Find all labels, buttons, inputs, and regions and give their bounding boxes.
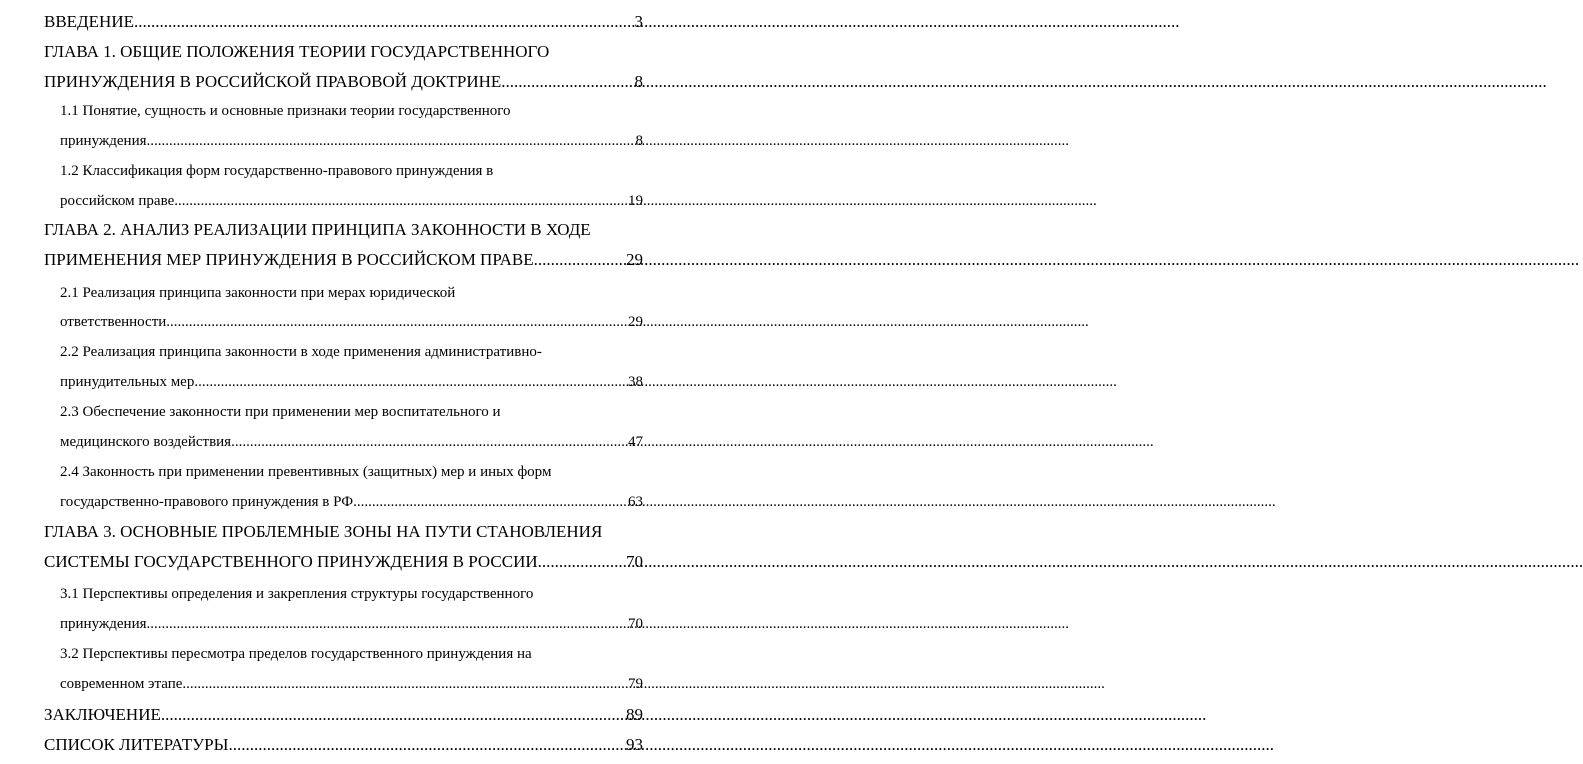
toc-section-2-3-line2: [60, 432, 643, 452]
toc-entry-title: ЗАКЛЮЧЕНИЕ: [44, 705, 161, 724]
toc-section-title-cont: медицинского воздействия: [60, 434, 232, 450]
dot-leader: [182, 674, 628, 694]
toc-chapter-title-cont: ПРИНУЖДЕНИЯ В РОССИЙСКОЙ ПРАВОВОЙ ДОКТРИНЕ: [44, 72, 502, 91]
toc-entry-intro: [44, 12, 643, 32]
toc-section-title-cont: принудительных мер: [60, 374, 195, 390]
toc-section-3-1-line1: [60, 584, 643, 604]
toc-section-1-2-line2: [60, 191, 643, 211]
toc-chapter-title: ГЛАВА 1. ОБЩИЕ ПОЛОЖЕНИЯ ТЕОРИИ ГОСУДАРСТВЕННОГО: [44, 42, 550, 61]
toc-chapter-title-cont: СИСТЕМЫ ГОСУДАРСТВЕННОГО ПРИНУЖДЕНИЯ В РОССИИ: [44, 552, 538, 571]
toc-section-2-4-line1: [60, 462, 643, 482]
toc-page-number: 79: [628, 676, 643, 692]
toc-page-number: 29: [626, 250, 643, 269]
dot-leader: [231, 432, 628, 452]
dot-leader: [161, 705, 626, 725]
toc-section-3-1-line2: [60, 614, 643, 634]
toc-section-1-2-line1: [60, 161, 643, 181]
toc-section-title-cont: государственно-правового принуждения в РФ: [60, 494, 354, 510]
dot-leader: [228, 735, 626, 755]
toc-page-number: 3: [634, 12, 643, 31]
toc-section-title: 3.1 Перспективы определения и закрепления структуры государственного: [60, 586, 534, 602]
toc-section-title: 1.2 Классификация форм государственно-правового принуждения в: [60, 163, 494, 179]
toc-section-3-2-line2: [60, 674, 643, 694]
toc-page-number: 38: [628, 374, 643, 390]
toc-section-2-1-line1: [60, 283, 643, 303]
dot-leader: [174, 191, 628, 211]
toc-chapter-title-cont: ПРИМЕНЕНИЯ МЕР ПРИНУЖДЕНИЯ В РОССИЙСКОМ ПРАВЕ: [44, 250, 534, 269]
toc-section-title: 3.2 Перспективы пересмотра пределов государственного принуждения на: [60, 646, 532, 662]
toc-chapter-3-line1: [44, 522, 643, 542]
toc-section-2-4-line2: [60, 492, 643, 512]
dot-leader: [147, 614, 629, 634]
toc-page-number: 70: [626, 552, 643, 571]
toc-chapter-title: ГЛАВА 3. ОСНОВНЫЕ ПРОБЛЕМНЫЕ ЗОНЫ НА ПУТИ СТАНОВЛЕНИЯ: [44, 522, 603, 541]
toc-entry-conclusion: [44, 705, 643, 725]
toc-entry-references: [44, 735, 643, 755]
toc-section-2-2-line1: [60, 342, 643, 362]
toc-section-title-cont: современном этапе: [60, 676, 183, 692]
toc-chapter-3-line2: [44, 552, 643, 572]
toc-chapter-1-line1: [44, 42, 643, 62]
toc-section-2-2-line2: [60, 372, 643, 392]
toc-section-1-1-line2: [60, 131, 643, 151]
toc-entry-title: ВВЕДЕНИЕ: [44, 12, 134, 31]
toc-section-2-1-line2: [60, 312, 643, 332]
toc-page-number: 89: [626, 705, 643, 724]
dot-leader: [538, 552, 626, 572]
toc-page-number: 8: [634, 72, 643, 91]
toc-section-3-2-line1: [60, 644, 643, 664]
toc-chapter-1-line2: [44, 72, 643, 92]
toc-section-title: 2.1 Реализация принципа законности при мерах юридической: [60, 285, 456, 301]
toc-chapter-2-line2: [44, 250, 643, 270]
dot-leader: [166, 312, 628, 332]
toc-section-title: 2.2 Реализация принципа законности в ходе применения административно-: [60, 344, 542, 360]
toc-section-title: 1.1 Понятие, сущность и основные признаки теории государственного: [60, 103, 511, 119]
dot-leader: [194, 372, 628, 392]
toc-chapter-title: ГЛАВА 2. АНАЛИЗ РЕАЛИЗАЦИИ ПРИНЦИПА ЗАКОННОСТИ В ХОДЕ: [44, 220, 591, 239]
toc-chapter-2-line1: [44, 220, 643, 240]
toc-page-number: 19: [628, 193, 643, 209]
toc-section-title-cont: российском праве: [60, 193, 175, 209]
toc-page-number: 29: [628, 314, 643, 330]
dot-leader: [147, 131, 636, 151]
toc-section-title-cont: принуждения: [60, 133, 147, 149]
dot-leader: [353, 492, 628, 512]
toc-section-title: 2.3 Обеспечение законности при применении мер воспитательного и: [60, 404, 501, 420]
toc-entry-title: СПИСОК ЛИТЕРАТУРЫ: [44, 735, 229, 754]
toc-section-2-3-line1: [60, 402, 643, 422]
toc-section-title-cont: ответственности: [60, 314, 167, 330]
toc-section-title: 2.4 Законность при применении превентивных (защитных) мер и иных форм: [60, 464, 552, 480]
toc-page-number: 8: [635, 133, 643, 149]
toc-page-number: 70: [628, 616, 643, 632]
dot-leader: [534, 250, 626, 270]
toc-page-number: 63: [628, 494, 643, 510]
toc-section-1-1-line1: [60, 101, 643, 121]
dot-leader: [134, 12, 635, 32]
toc-page-number: 93: [626, 735, 643, 754]
toc-section-title-cont: принуждения: [60, 616, 147, 632]
dot-leader: [501, 72, 634, 92]
toc-page-number: 47: [628, 434, 643, 450]
